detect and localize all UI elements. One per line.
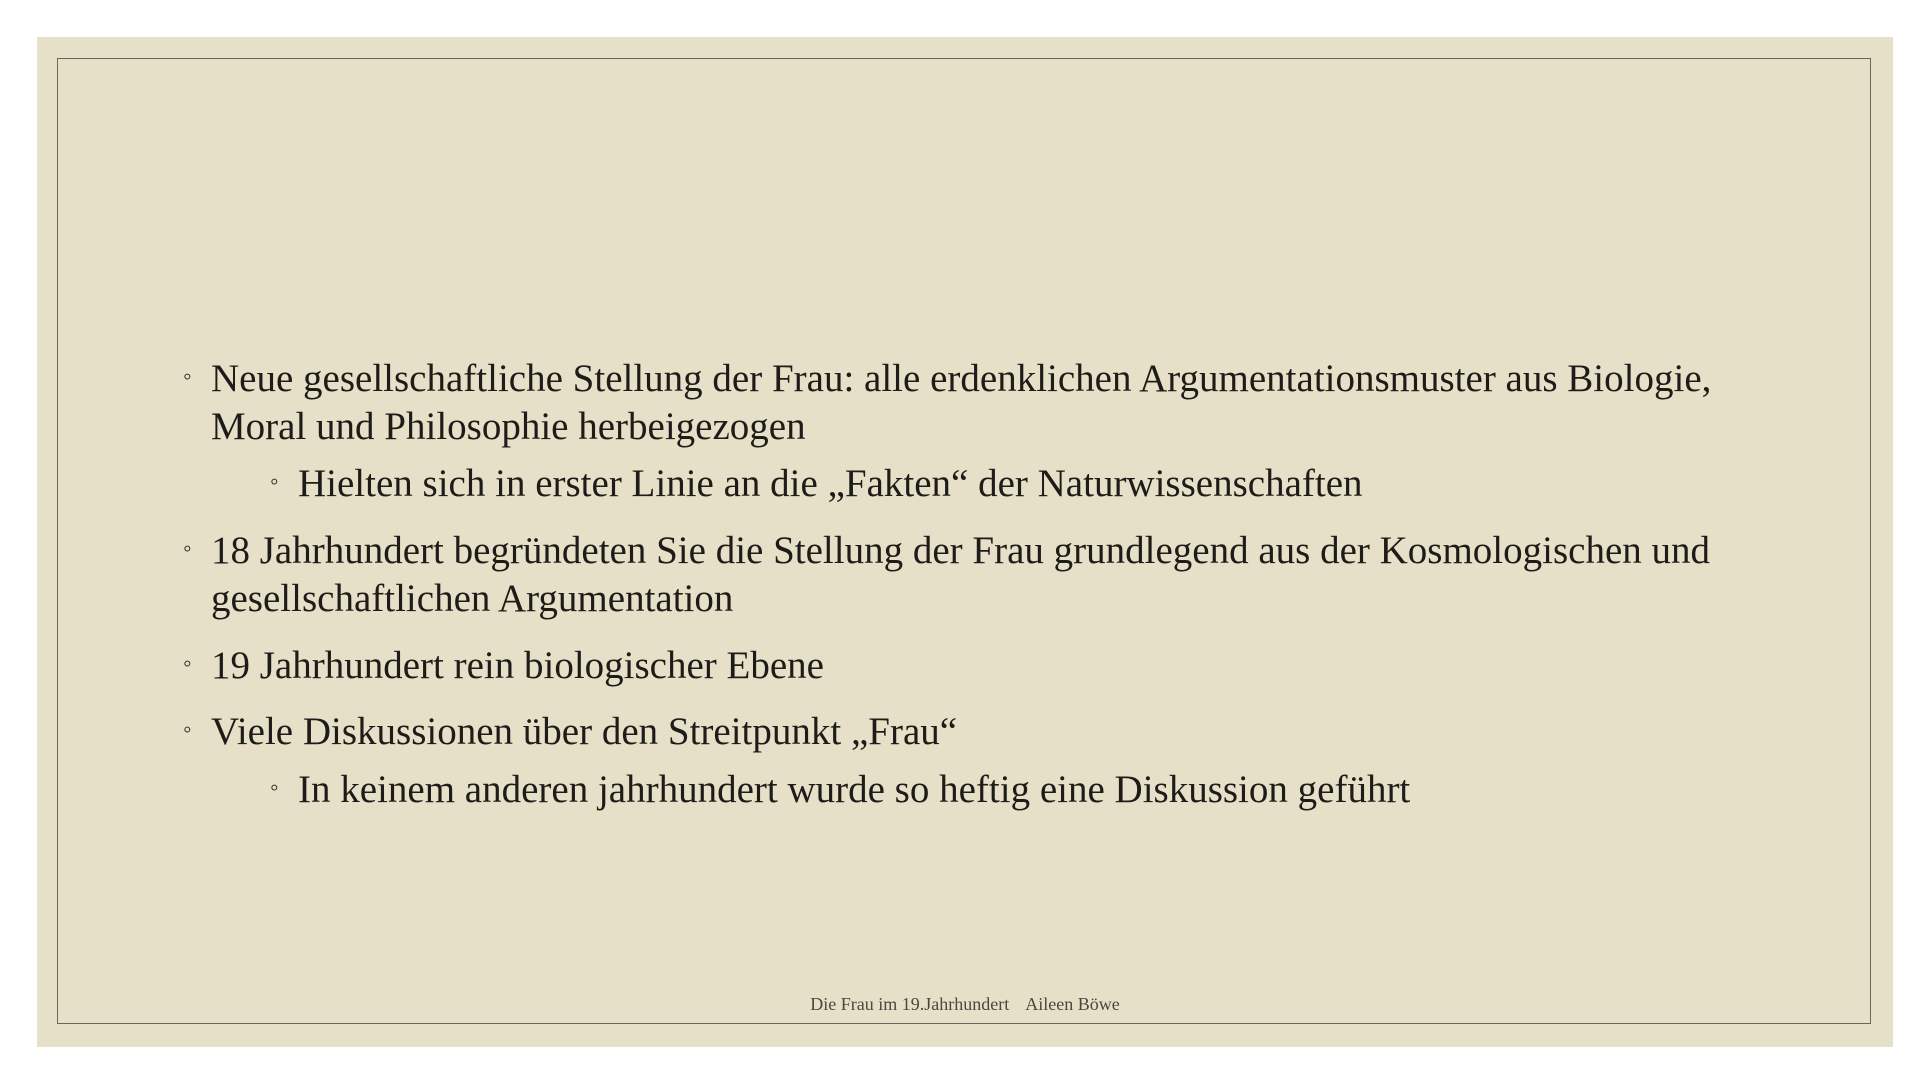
bullet-marker: ◦ [183, 651, 192, 677]
bullet-line: Moral und Philosophie herbeigezogen [211, 405, 806, 448]
bullet-text: In keinem anderen jahrhundert wurde so heftig eine Diskussion geführt [298, 768, 1411, 811]
slide-footer [37, 994, 1893, 1015]
bullet-marker: ◦ [183, 364, 192, 390]
bullet-marker: ◦ [183, 717, 192, 743]
bullet-text: Hielten sich in erster Linie an die „Fakten“ der Naturwissenschaften [298, 462, 1363, 505]
bullet-text: 19 Jahrhundert rein biologischer Ebene [211, 644, 824, 687]
bullet-line: Neue gesellschaftliche Stellung der Frau: alle erdenklichen Argumentationsmuster aus Biologie, [211, 357, 1712, 400]
bullet-line: gesellschaftlichen Argumentation [211, 577, 734, 620]
slide-content [37, 37, 1893, 1047]
bullet-line: 18 Jahrhundert begründeten Sie die Stellung der Frau grundlegend aus der Kosmologischen und [211, 529, 1711, 572]
slide [37, 37, 1893, 1047]
bullet-marker: ◦ [270, 469, 279, 495]
bullet-text [211, 355, 1711, 451]
footer-title: Die Frau im 19.Jahrhundert [810, 994, 1010, 1014]
bullet-marker: ◦ [270, 775, 279, 801]
footer-author: Aileen Böwe [1025, 994, 1120, 1014]
bullet-marker: ◦ [183, 536, 192, 562]
bullet-text [211, 527, 1710, 623]
bullet-text: Viele Diskussionen über den Streitpunkt „Frau“ [211, 710, 958, 753]
